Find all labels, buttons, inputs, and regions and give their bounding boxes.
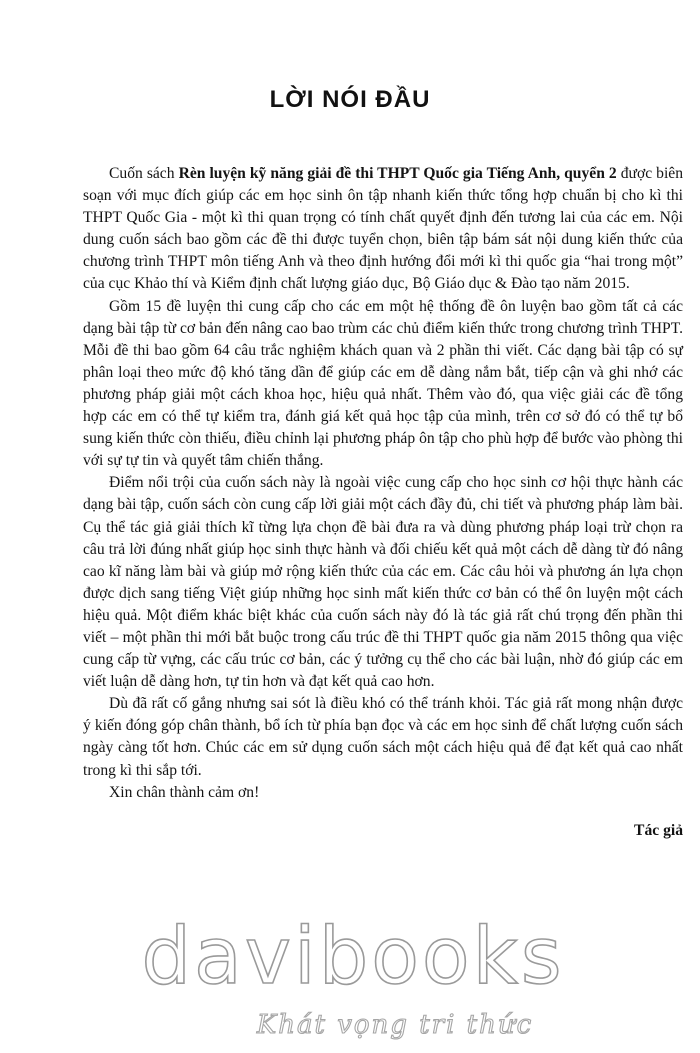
paragraph-3: Điểm nổi trội của cuốn sách này là ngoài việc cung cấp cho học sinh cơ hội thực hành các dạng bài tập, cuốn sách còn cung cấp lời giải một cách đầy đủ, chi tiết và phương pháp làm bài. Cụ thể tác giả giải thích kĩ từng lựa chọn đề bài đưa ra và dùng phương pháp loại trừ chọn ra câu trả lời đúng nhất giúp học sinh thực hành và đối chiếu kết quả một cách dễ dàng từ đó nâng cao kĩ năng làm bài và giúp mở rộng kiến thức của các em. Các câu hỏi và phương án lựa chọn được dịch sang tiếng Việt giúp những học sinh mất kiến thức cơ bản có thể ôn luyện một cách hiệu quả. Một điểm khác biệt khác của cuốn sách này đó là tác giả rất chú trọng đến phần thi viết – một phần thi mới bắt buộc trong cấu trúc đề thi THPT quốc gia năm 2015 thông qua việc cung cấp từ vựng, các cấu trúc cơ bản, các ý tưởng cụ thể cho các bài luận, nhờ đó giúp các em viết luận dễ dàng hơn, tự tin hơn và đạt kết quả cao hơn.	[83, 474, 683, 691]
paragraph-1-text: được biên soạn với mục đích giúp các em học sinh ôn tập nhanh kiến thức tổng hợp chuẩn bị cho kì thi THPT Quốc Gia - một kì thi quan trọng có tính chất quyết định đến tương lai của các em. Nội dung cuốn sách bao gồm các đề thi được tuyển chọn, biên tập bám sát nội dung kiến thức của chương trình THPT môn tiếng Anh và theo định hướng đổi mới kì thi quốc gia “hai trong một” của cục Khảo thí và Kiểm định chất lượng giáo dục, Bộ Giáo dục & Đào tạo năm 2015.	[83, 165, 684, 293]
preface-body	[83, 163, 683, 804]
watermark-tagline: Khát vọng tri thức	[256, 1010, 534, 1040]
paragraph-4: Dù đã rất cố gắng nhưng sai sót là điều khó có thể tránh khỏi. Tác giả rất mong nhận được ý kiến đóng góp chân thành, bổ ích từ phía bạn đọc và các em học sinh để chất lượng cuốn sách ngày càng tốt hơn. Chúc các em sử dụng cuốn sách một cách hiệu quả để đạt kết quả cao nhất trong kì thi sắp tới.	[83, 695, 683, 779]
watermark-logo: davibooks	[141, 912, 565, 1002]
paragraph-2: Gồm 15 đề luyện thi cung cấp cho các em một hệ thống đề ôn luyện bao gồm tất cả các dạng bài tập từ cơ bản đến nâng cao bao trùm các chủ điểm kiến thức trong chương trình THPT. Mỗi đề thi bao gồm 64 câu trắc nghiệm khách quan và 2 phần thi viết. Các dạng bài tập có sự phân loại theo mức độ khó tăng dần để giúp các em dễ dàng nắm bắt, tiếp cận và ghi nhớ các phương pháp giải một cách khoa học, hiệu quả nhất. Thêm vào đó, qua việc giải các đề tổng hợp các em có thể tự kiểm tra, đánh giá kết quả học tập của mình, trên cơ sở đó có thể tự bổ sung kiến thức còn thiếu, điều chỉnh lại phương pháp ôn tập cho phù hợp để bước vào phòng thi với sự tự tin và quyết tâm chiến thắng.	[83, 297, 683, 470]
book-title: Rèn luyện kỹ năng giải đề thi THPT Quốc gia Tiếng Anh, quyển 2	[178, 165, 617, 182]
author-signature: Tác giả	[634, 822, 683, 839]
paragraph-1	[83, 163, 683, 296]
page-title: LỜI NÓI ĐẦU	[269, 86, 431, 113]
closing-line: Xin chân thành cảm ơn!	[109, 783, 260, 801]
paragraph-1-intro: Cuốn sách	[109, 165, 179, 182]
